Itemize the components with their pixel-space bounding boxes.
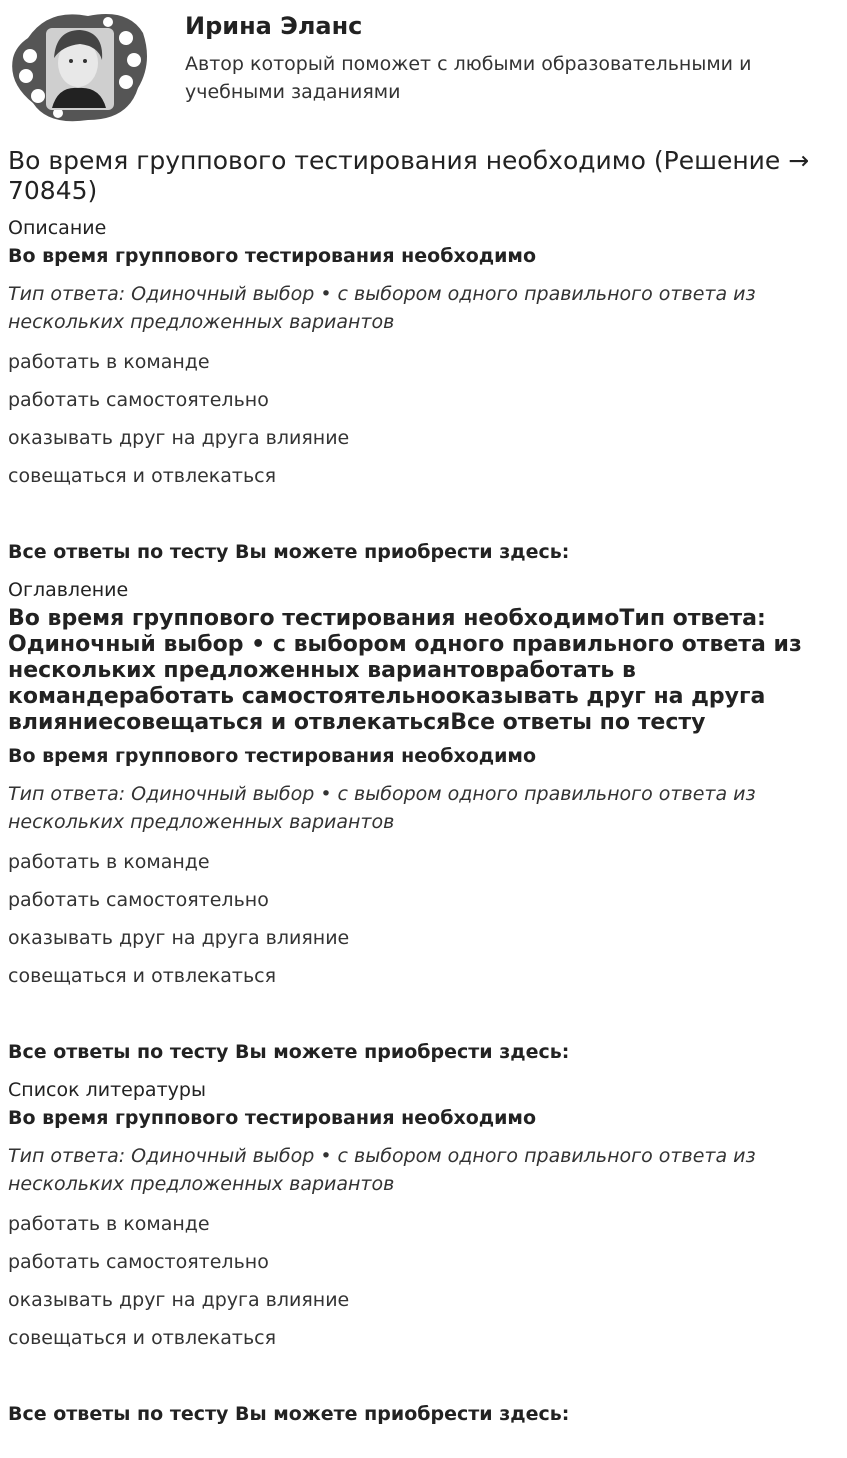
author-avatar bbox=[8, 8, 150, 126]
buy-answers-text: Все ответы по тесту Вы можете приобрести здесь: bbox=[8, 1403, 570, 1425]
option-item: оказывать друг на друга влияние bbox=[8, 927, 350, 949]
question-title: Во время группового тестирования необходимо bbox=[8, 745, 537, 767]
page-title: Во время группового тестирования необходимо (Решение → 70845) bbox=[8, 146, 810, 205]
option-item: совещаться и отвлекаться bbox=[8, 965, 277, 987]
buy-answers-text: Все ответы по тесту Вы можете приобрести здесь: bbox=[8, 541, 570, 563]
answer-type: Тип ответа: Одиночный выбор • с выбором одного правильного ответа из нескольких предложенных вариантов bbox=[8, 283, 756, 333]
option-item: работать самостоятельно bbox=[8, 389, 269, 411]
answer-type: Тип ответа: Одиночный выбор • с выбором одного правильного ответа из нескольких предложенных вариантов bbox=[8, 783, 756, 833]
option-item: работать в команде bbox=[8, 351, 210, 373]
option-item: совещаться и отвлекаться bbox=[8, 1327, 277, 1349]
author-description: Автор который поможет с любыми образовательными и учебными заданиями bbox=[185, 53, 752, 103]
author-name: Ирина Эланс bbox=[185, 12, 363, 40]
option-item: оказывать друг на друга влияние bbox=[8, 427, 350, 449]
question-title: Во время группового тестирования необходимо bbox=[8, 1107, 537, 1129]
option-item: работать в команде bbox=[8, 851, 210, 873]
section-label-bibliography: Список литературы bbox=[8, 1079, 206, 1101]
option-item: работать самостоятельно bbox=[8, 1251, 269, 1273]
option-item: оказывать друг на друга влияние bbox=[8, 1289, 350, 1311]
option-item: работать самостоятельно bbox=[8, 889, 269, 911]
buy-answers-text: Все ответы по тесту Вы можете приобрести здесь: bbox=[8, 1041, 570, 1063]
option-item: совещаться и отвлекаться bbox=[8, 465, 277, 487]
toc-summary: Во время группового тестирования необходимоТип ответа: Одиночный выбор • с выбором одного правильного ответа из нескольких предложенных вариантовработать в командеработать самостоятельнооказывать друг на друга влияниесовещаться и отвлекатьсяВсе ответы по тесту bbox=[8, 606, 802, 735]
section-label-description: Описание bbox=[8, 217, 107, 239]
answer-type: Тип ответа: Одиночный выбор • с выбором одного правильного ответа из нескольких предложенных вариантов bbox=[8, 1145, 756, 1195]
option-item: работать в команде bbox=[8, 1213, 210, 1235]
question-title: Во время группового тестирования необходимо bbox=[8, 245, 537, 267]
section-label-toc: Оглавление bbox=[8, 579, 129, 601]
author-card bbox=[8, 0, 828, 130]
